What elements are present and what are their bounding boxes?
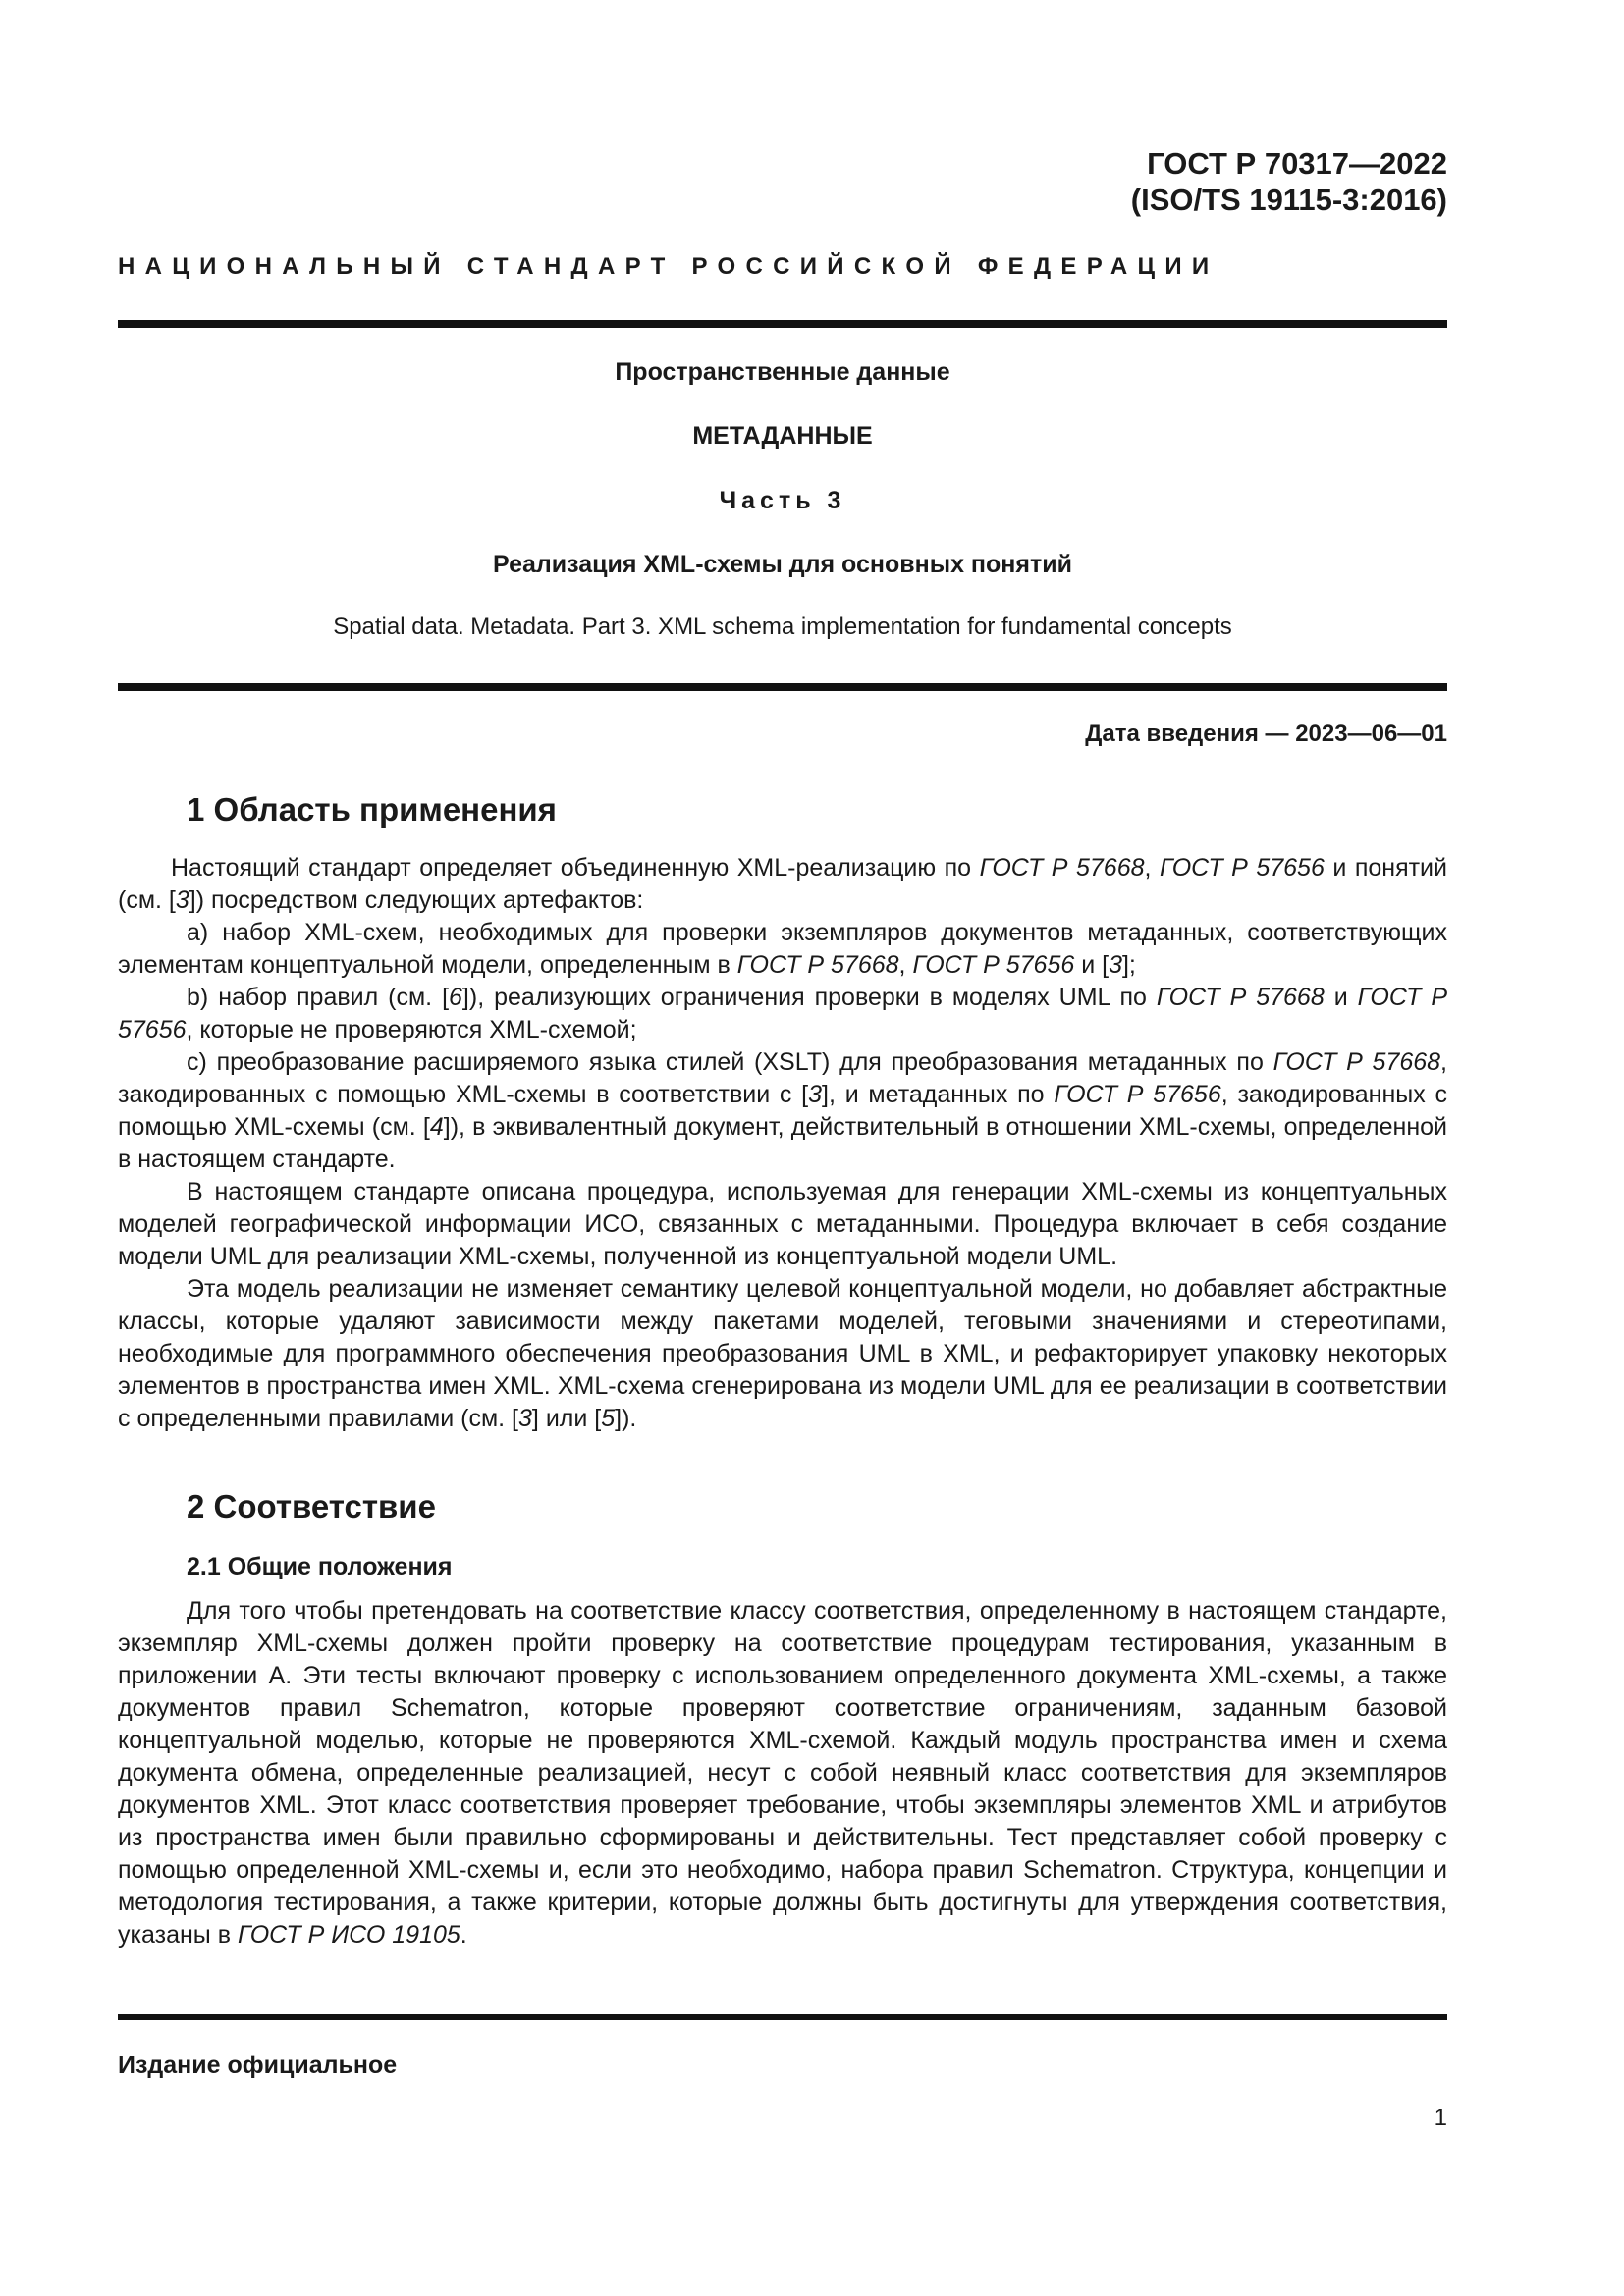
list-item-b: b) набор правил (см. [6]), реализующих ограничения проверки в моделях UML по ГОСТ Р 57668 и ГОСТ Р 57656, которые не проверяются XML-схемой; (118, 984, 1448, 1043)
reference-link: ГОСТ Р ИСО 19105 (237, 1921, 460, 1949)
reference-link: ГОСТ Р 57668 (736, 951, 899, 979)
bibliography-ref: 3 (175, 886, 189, 914)
bibliography-ref: 5 (601, 1405, 616, 1432)
bibliography-ref: 4 (429, 1113, 444, 1141)
section-1-paragraph-3: Эта модель реализации не изменяет семантику целевой концептуальной модели, но добавляет абстрактные классы, которые удаляют зависимости между пакетами моделей, теговыми значениями и стереотипами, необходимые для программного обеспечения преобразования UML в XML, и рефакторирует упаковку некоторых элементов в пространства имен XML. XML-схема сгенерирована из модели UML для ее реализации в соответствии с определенными правилами (см. [3] или [5]). (118, 1275, 1447, 1432)
section-1-heading: 1 Область применения (187, 791, 557, 828)
list-item-c: c) преобразование расширяемого языка стилей (XSLT) для преобразования метаданных по ГОСТ Р 57668, закодированных с помощью XML-схемы в соответствии с [3], и метаданных по ГОСТ Р 57656, закодированных с помощью XML-схемы (см. [4]), в эквивалентный документ, действительный в отношении XML-схемы, определенной в настоящем стандарте. (118, 1048, 1448, 1173)
gost-code-number: ГОСТ Р 70317—2022 (1147, 146, 1447, 181)
reference-link: ГОСТ Р 57656 (118, 984, 1448, 1043)
reference-link: ГОСТ Р 57656 (1159, 854, 1325, 881)
title-main: Реализация XML-схемы для основных понятий (493, 551, 1072, 578)
title-part: Часть 3 (719, 487, 846, 514)
bibliography-ref: 3 (808, 1081, 823, 1108)
top-divider (118, 320, 1447, 328)
reference-link: ГОСТ Р 57668 (1156, 984, 1325, 1011)
title-metadata: МЕТАДАННЫЕ (692, 422, 873, 450)
bibliography-ref: 6 (449, 984, 462, 1011)
bibliography-ref: 3 (518, 1405, 532, 1432)
reference-link: ГОСТ Р 57656 (1054, 1081, 1221, 1108)
gost-code (1131, 145, 1447, 218)
official-edition-label: Издание официальное (118, 2052, 398, 2079)
title-english: Spatial data. Metadata. Part 3. XML schema implementation for fundamental concepts (333, 614, 1232, 640)
introduction-date: Дата введения — 2023—06—01 (1085, 721, 1447, 747)
section-2-1-heading: 2.1 Общие положения (187, 1553, 453, 1580)
list-item-a: a) набор XML-схем, необходимых для проверки экземпляров документов метаданных, соответствующих элементам концептуальной модели, определенным в ГОСТ Р 57668, ГОСТ Р 57656 и [3]; (118, 919, 1447, 979)
bibliography-ref: 3 (1109, 951, 1122, 979)
iso-code: (ISO/TS 19115-3:2016) (1130, 183, 1447, 217)
reference-link: ГОСТ Р 57668 (979, 854, 1145, 881)
reference-link: ГОСТ Р 57668 (1272, 1048, 1441, 1076)
section-2-body (118, 1595, 1447, 1951)
national-standard-label: НАЦИОНАЛЬНЫЙ СТАНДАРТ РОССИЙСКОЙ ФЕДЕРАЦИИ (118, 253, 1219, 280)
section-1-paragraph-2: В настоящем стандарте описана процедура, используемая для генерации XML-схемы из концептуальных моделей географической информации ИСО, связанных с метаданными. Процедура включает в себя создание модели UML для реализации XML-схемы, полученной из концептуальной модели UML. (118, 1178, 1447, 1270)
section-2-heading: 2 Соответствие (187, 1488, 436, 1524)
title-topic: Пространственные данные (615, 358, 950, 386)
footer-divider (118, 2014, 1447, 2020)
title-divider (118, 683, 1447, 691)
page-number: 1 (1434, 2105, 1447, 2131)
section-1-body (118, 852, 1447, 1435)
section-1-paragraph-1: Настоящий стандарт определяет объединенную XML-реализацию по ГОСТ Р 57668, ГОСТ Р 57656 и понятий (см. [3]) посредством следующих артефактов: (118, 854, 1447, 914)
section-2-paragraph-1: Для того чтобы претендовать на соответствие классу соответствия, определенному в настоящем стандарте, экземпляр XML-схемы должен пройти проверку на соответствие процедурам тестирования, указанным в приложении А. Эти тесты включают проверку с использованием определенного документа XML-схемы, а также документов правил Schematron, которые проверяют соответствие ограничениям, заданным базовой концептуальной моделью, которые не проверяются XML-схемой. Каждый модуль пространства имен и схема документа обмена, определенные реализацией, несут с собой неявный класс соответствия для экземпляров документов XML. Этот класс соответствия проверяет требование, чтобы экземпляры элементов XML и атрибутов из пространства имен были правильно сформированы и действительны. Тест представляет собой проверку с помощью определенной XML-схемы и, если это необходимо, набора правил Schematron. Структура, концепции и методология тестирования, а также критерии, которые должны быть достигнуты для утверждения соответствия, указаны в ГОСТ Р ИСО 19105. (118, 1597, 1447, 1949)
reference-link: ГОСТ Р 57656 (912, 951, 1075, 979)
